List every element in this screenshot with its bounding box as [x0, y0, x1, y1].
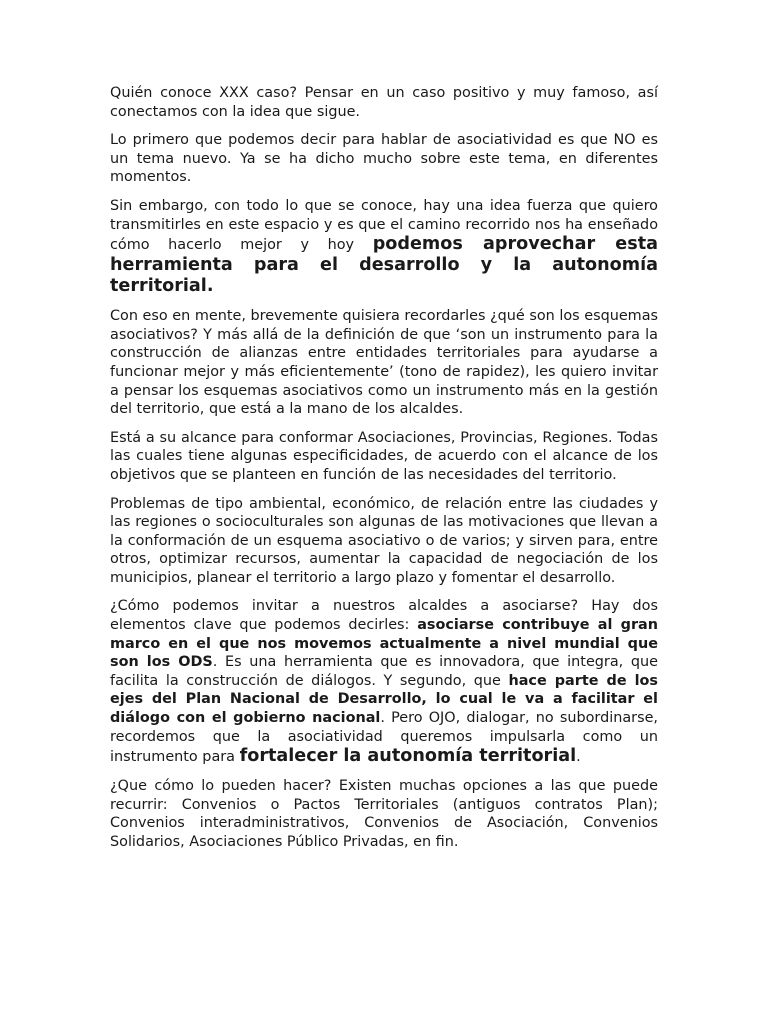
paragraph-5 — [110, 429, 658, 485]
paragraph-7-text-d: . — [576, 749, 581, 766]
paragraph-7-text-a: ¿Cómo podemos invitar a nuestros alcaldes a asociarse? Hay dos elementos clave que podemos decirles: — [110, 598, 658, 634]
paragraph-4-text: Con eso en mente, brevemente quisiera recordarles ¿qué son los esquemas asociativos? Y más allá de la definición de que ‘son un instrumento para la construcción de alianzas entre entidades territoriales para ayudarse a funcionar mejor y más eficientemente’ (tono de rapidez), les quiero invitar a pensar los esquemas asociativos como un instrumento más en la gestión del territorio, que está a la mano de los alcaldes. — [110, 308, 659, 418]
paragraph-3-emphasis: podemos aprovechar esta herramienta para el desarrollo y la autonomía territorial. — [110, 234, 658, 297]
paragraph-8-text: ¿Que cómo lo pueden hacer? Existen muchas opciones a las que puede recurrir: Convenios o Pactos Territoriales (antiguos contratos Plan); Convenios interadministrativos, Convenios de Asociación, Convenios Solidarios, Asociaciones Público Privadas, en fin. — [110, 778, 658, 850]
paragraph-6-text: Problemas de tipo ambiental, económico, de relación entre las ciudades y las regiones o socioculturales son algunas de las motivaciones que llevan a la conformación de un esquema asociativo o de varios; y sirven para, entre otros, optimizar recursos, aumentar la capacidad de negociación de los municipios, planear el territorio a largo plazo y fomentar el desarrollo. — [110, 495, 658, 586]
paragraph-7-text-b: . Es una herramienta que es innovadora, que integra, que facilita la construcción de diálogos. Y segundo, que — [110, 654, 658, 689]
paragraph-8 — [110, 777, 658, 851]
paragraph-6 — [110, 495, 658, 588]
paragraph-2-text: Lo primero que podemos decir para hablar de asociatividad es que NO es un tema nuevo. Ya se ha dicho mucho sobre este tema, en diferentes momentos. — [110, 132, 658, 186]
paragraph-5-text: Está a su alcance para conformar Asociaciones, Provincias, Regiones. Todas las cuales tiene algunas especificidades, de acuerdo con el alcance de los objetivos que se planteen en función de las necesidades del territorio. — [110, 429, 658, 483]
paragraph-7 — [110, 597, 658, 767]
paragraph-2 — [110, 131, 658, 187]
paragraph-7-bold-ods: asociarse contribuye al gran marco en el que nos movemos actualmente a nivel mundial que son los ODS — [110, 617, 659, 671]
paragraph-1-text: Quién conoce XXX caso? Pensar en un caso positivo y muy famoso, así conectamos con la idea que sigue. — [110, 85, 658, 120]
paragraph-4 — [110, 307, 658, 419]
paragraph-3-text: Sin embargo, con todo lo que se conoce, hay una idea fuerza que quiero transmitirles en este espacio y es que el camino recorrido nos ha enseñado cómo hacerlo mejor y hoy — [110, 197, 658, 254]
paragraph-7-text-c: . Pero OJO, dialogar, no subordinarse, recordemos que la asociatividad queremos impulsarla como un instrumento para — [110, 710, 658, 766]
paragraph-7-emphasis: fortalecer la autonomía territorial — [239, 746, 577, 767]
paragraph-3 — [110, 197, 658, 297]
paragraph-1 — [110, 84, 658, 121]
document-body — [110, 84, 658, 862]
paragraph-7-bold-plan: hace parte de los ejes del Plan Nacional de Desarrollo, lo cual le va a facilitar el diálogo con el gobierno nacional — [110, 672, 658, 727]
